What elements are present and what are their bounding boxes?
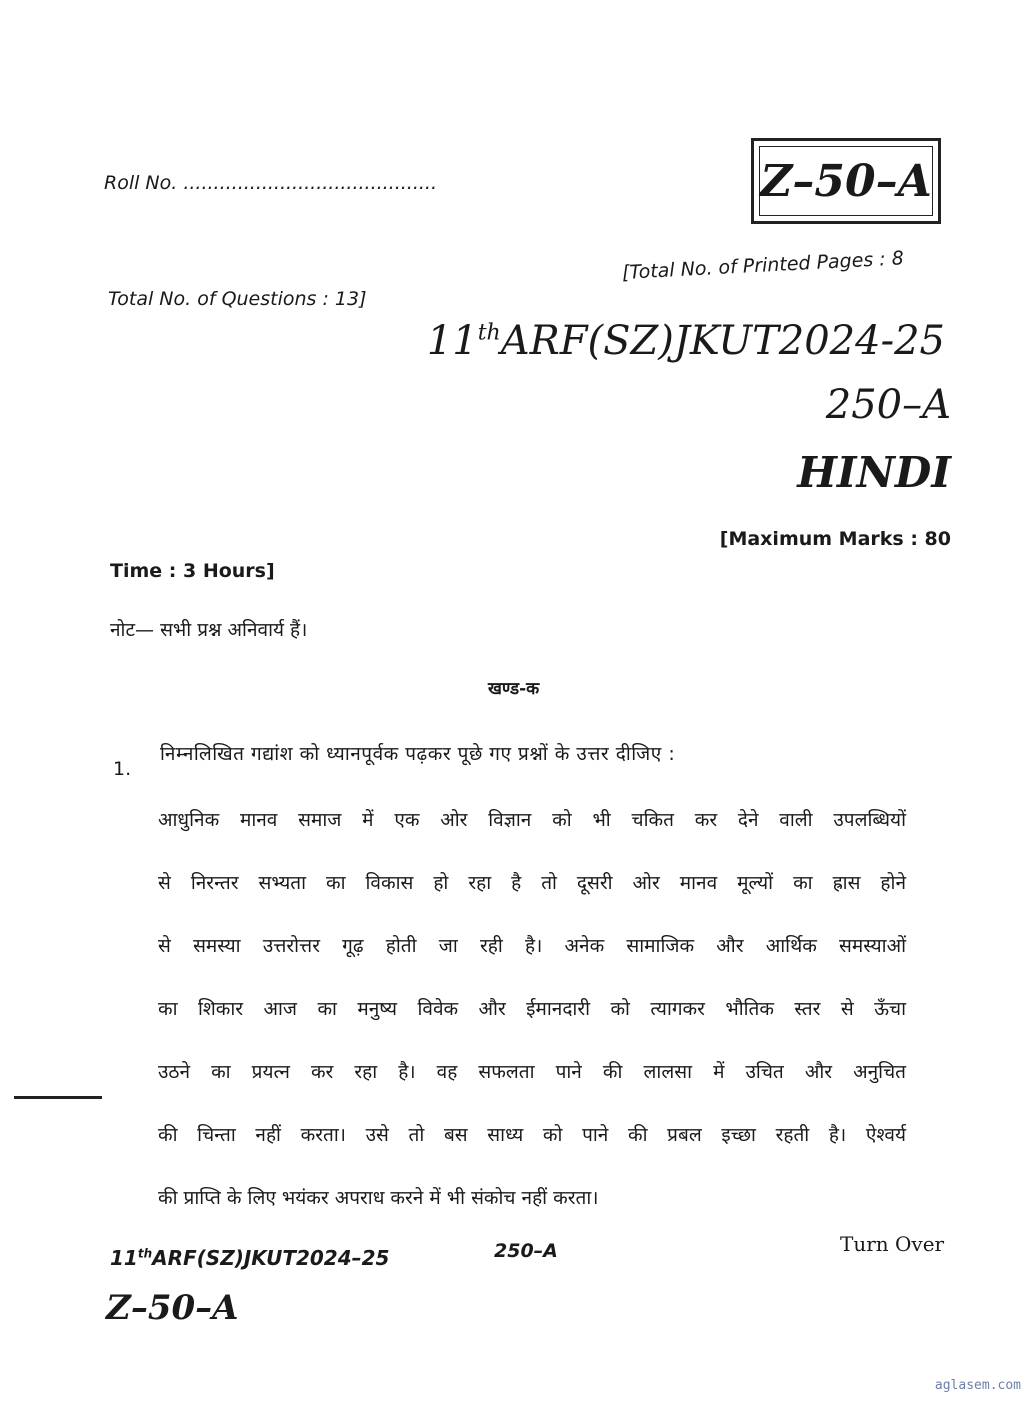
total-printed-pages: [Total No. of Printed Pages : 8 (621, 247, 905, 284)
passage-line: आधुनिक मानव समाज में एक ओर विज्ञान को भी चकित कर देने वाली उपलब्धियों (158, 809, 906, 831)
paper-code: 250–A (825, 382, 951, 428)
turn-over-label: Turn Over (840, 1232, 945, 1256)
passage-line: का शिकार आज का मनुष्य विवेक और ईमानदारी को त्यागकर भौतिक स्तर से ऊँचा (158, 998, 906, 1020)
total-questions: Total No. of Questions : 13] (108, 288, 367, 310)
passage-line: की प्राप्ति के लिए भयंकर अपराध करने में भी संकोच नहीं करता। (158, 1187, 599, 1209)
footer-paper-code: 250–A (494, 1240, 558, 1262)
exam-series-prefix: 11 (426, 318, 478, 364)
exam-series-text: ARF(SZ)JKUT2024-25 (500, 318, 945, 364)
exam-time: Time : 3 Hours] (110, 560, 275, 582)
passage-line: से समस्या उत्तरोत्तर गूढ़ होती जा रही है। अनेक सामाजिक और आर्थिक समस्याओं (158, 935, 906, 957)
passage-line: से निरन्तर सभ्यता का विकास हो रहा है तो दूसरी ओर मानव मूल्यों का ह्रास होने (158, 872, 906, 894)
maximum-marks: [Maximum Marks : 80 (719, 528, 951, 550)
instruction-note: नोट— सभी प्रश्न अनिवार्य हैं। (110, 619, 308, 641)
footer-code-label: Z–50–A (106, 1288, 239, 1328)
passage-line: की चिन्ता नहीं करता। उसे तो बस साध्य को पाने की प्रबल इच्छा रहती है। ऐश्वर्य (158, 1124, 906, 1146)
question-instruction: निम्नलिखित गद्यांश को ध्यानपूर्वक पढ़कर पूछे गए प्रश्नों के उत्तर दीजिए : (160, 743, 676, 765)
exam-series (427, 318, 945, 364)
footer-series-text: ARF(SZ)JKUT2024–25 (152, 1246, 390, 1270)
paper-code-box-text: Z–50–A (760, 155, 932, 207)
footer-series-sup: th (137, 1246, 153, 1261)
exam-series-sup: th (477, 320, 501, 346)
roll-number-field: Roll No. .......................................... (104, 172, 438, 194)
margin-rule (14, 1096, 102, 1099)
question-number: 1. (113, 758, 132, 780)
paper-code-box (751, 138, 941, 224)
footer-exam-series (110, 1246, 389, 1270)
section-title: खण्ड-क (488, 679, 540, 699)
question-passage (158, 800, 906, 1241)
footer-series-prefix: 11 (110, 1246, 138, 1270)
passage-line: उठने का प्रयत्न कर रहा है। वह सफलता पाने की लालसा में उचित और अनुचित (158, 1061, 906, 1083)
watermark: aglasem.com (934, 1378, 1021, 1393)
subject-title: HINDI (797, 448, 951, 497)
